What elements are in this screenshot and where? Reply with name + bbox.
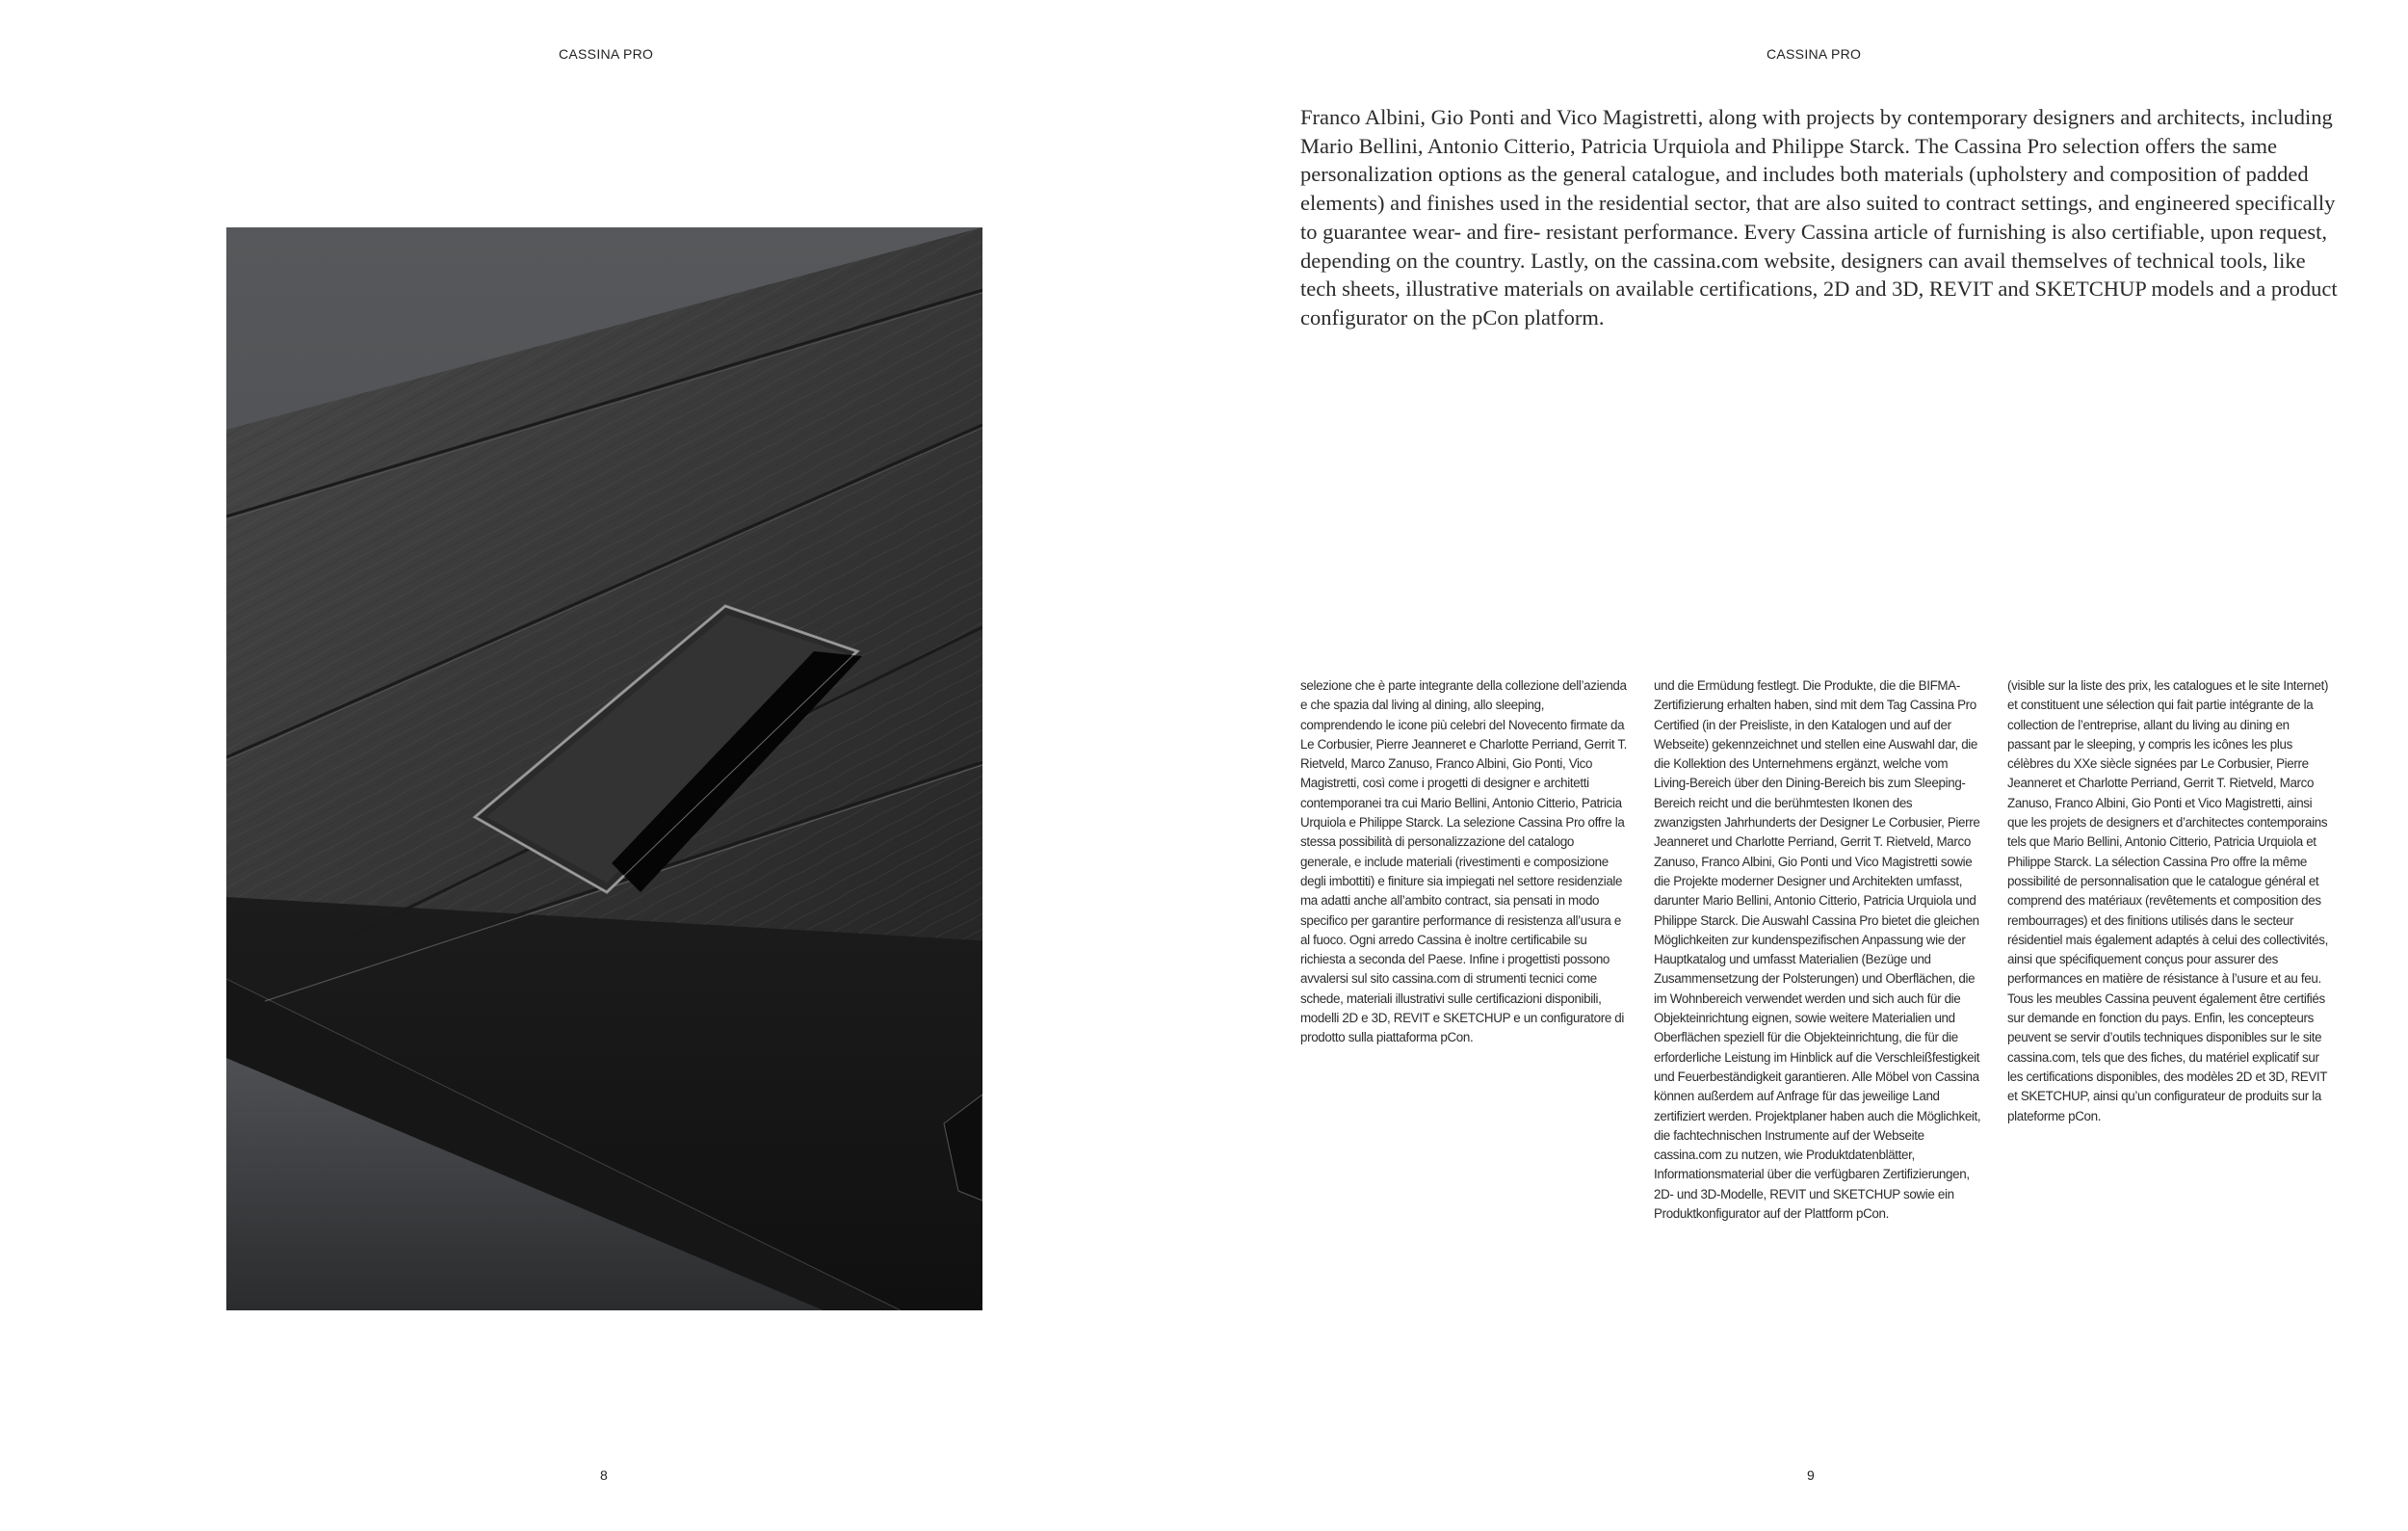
intro-paragraph xyxy=(1300,103,2341,332)
column-german xyxy=(1654,676,1981,1224)
column-french xyxy=(2007,676,2335,1126)
italian-text: selezione che è parte integrante della collezione dell’azienda e che spazia dal living al dining, allo sleeping, comprendendo le icone più celebri del Novecento firmate da Le Corbusier, Pierre Jeanneret e Charlotte Perriand, Gerrit T. Rietveld, Marco Zanuso, Franco Albini, Gio Ponti, Vico Magistretti, così come i progetti di designer e architetti contemporanei tra cui Mario Bellini, Antonio Citterio, Patricia Urquiola e Philippe Starck. La selezione Cassina Pro offre la stessa possibilità di personalizzazione del catalogo generale, e include materiali (rivestimenti e composizione degli imbottiti) e finiture sia impiegati nel settore residenziale ma adatti anche all’ambito contract, sia pensati in modo specifico per garantire performance di resistenza all’usura e al fuoco. Ogni arredo Cassina è inoltre certificabile su richiesta a seconda del Paese. Infine i progettisti possono avvalersi sul sito cassina.com di strumenti tecnici come schede, materiali illustrativi sulle certificazioni disponibili, modelli 2D e 3D, REVIT e SKETCHUP e un configuratore di prodotto sulla piattaforma pCon. xyxy=(1300,678,1628,1045)
running-head: CASSINA PRO xyxy=(1767,46,1862,62)
german-text: und die Ermüdung festlegt. Die Produkte, die die BIFMA-Zertifizierung erhalten haben, sind mit dem Tag Cassina Pro Certified (in der Preisliste, in den Katalogen und auf der Webseite) gekennzeichnet und stellen eine Auswahl dar, die die Kollektion des Unternehmens ergänzt, welche vom Living-Bereich über den Dining-Bereich bis zum Sleeping-Bereich reicht und die berühmtesten Ikonen des zwanzigsten Jahrhunderts der Designer Le Corbusier, Pierre Jeanneret und Charlotte Perriand, Gerrit T. Rietveld, Marco Zanuso, Franco Albini, Gio Ponti und Vico Magistretti sowie die Projekte moderner Designer und Architekten umfasst, darunter Mario Bellini, Antonio Citterio, Patricia Urquiola und Philippe Starck. Die Auswahl Cassina Pro bietet die gleichen Möglichkeiten zur kundenspezifischen Anpassung wie der Hauptkatalog und umfasst Materialien (Bezüge und Zusammensetzung der Polsterungen) und Oberflächen, die im Wohnbereich verwendet werden und sich auch für die Objekteinrichtung eignen, sowie weitere Materialien und Oberflächen speziell für die Objekteinrichtung, die für die erforderliche Leistung im Hinblick auf die Verschleißfestigkeit und Feuerbeständigkeit garantieren. Alle Möbel von Cassina können außerdem auf Anfrage für das jeweilige Land zertifiziert werden. Projektplaner haben auch die Möglichkeit, die fachtechnischen Instrumente auf der Webseite cassina.com zu nutzen, wie Produktdatenblätter, Informationsmaterial über die verfügbaren Zertifizierungen, 2D- und 3D-Modelle, REVIT und SKETCHUP sowie ein Produktkonfigurator auf der Plattform pCon. xyxy=(1654,678,1981,1222)
column-italian xyxy=(1300,676,1628,1048)
right-page xyxy=(1204,0,2408,1531)
page-number: 8 xyxy=(600,1467,608,1483)
table-photo-graphic xyxy=(226,227,982,1310)
page-number: 9 xyxy=(1807,1467,1815,1483)
running-head: CASSINA PRO xyxy=(559,46,654,62)
table-photo xyxy=(226,227,982,1310)
intro-text: Franco Albini, Gio Ponti and Vico Magistretti, along with projects by contemporary designers and architects, including Mario Bellini, Antonio Citterio, Patricia Urquiola and Philippe Starck. The Cassina Pro selection offers the same personalization options as the general catalogue, and includes both materials (upholstery and composition of padded elements) and finishes used in the residential sector, that are also suited to contract settings, and engineered specifically to guarantee wear- and fire- resistant performance. Every Cassina article of furnishing is also certifiable, upon request, depending on the country. Lastly, on the cassina.com website, designers can avail themselves of technical tools, like tech sheets, illustrative materials on available certifications, 2D and 3D, REVIT and SKETCHUP models and a product configurator on the pCon platform. xyxy=(1300,105,2338,330)
french-text: (visible sur la liste des prix, les catalogues et le site Internet) et constituent une sélection qui fait partie intégrante de la collection de l’entreprise, allant du living au dining en passant par le sleeping, y compris les icônes les plus célèbres du XXe siècle signées par Le Corbusier, Pierre Jeanneret et Charlotte Perriand, Gerrit T. Rietveld, Marco Zanuso, Franco Albini, Gio Ponti et Vico Magistretti, ainsi que les projets de designers et d’architectes contemporains tels que Mario Bellini, Antonio Citterio, Patricia Urquiola et Philippe Starck. La sélection Cassina Pro offre la même possibilité de personnalisation que le catalogue général et comprend des matériaux (revêtements et composition des rembourrages) et des finitions utilisés dans le secteur résidentiel mais également adaptés à celui des collectivités, ainsi que spécifiquement conçus pour assurer des performances en matière de résistance à l’usure et au feu. Tous les meubles Cassina peuvent également être certifiés sur demande en fonction du pays. Enfin, les concepteurs peuvent se servir d’outils techniques disponibles sur le site cassina.com, tels que des fiches, du matériel explicatif sur les certifications disponibles, des modèles 2D et 3D, REVIT et SKETCHUP, ainsi qu’un configurateur de produits sur la plateforme pCon. xyxy=(2007,678,2329,1123)
